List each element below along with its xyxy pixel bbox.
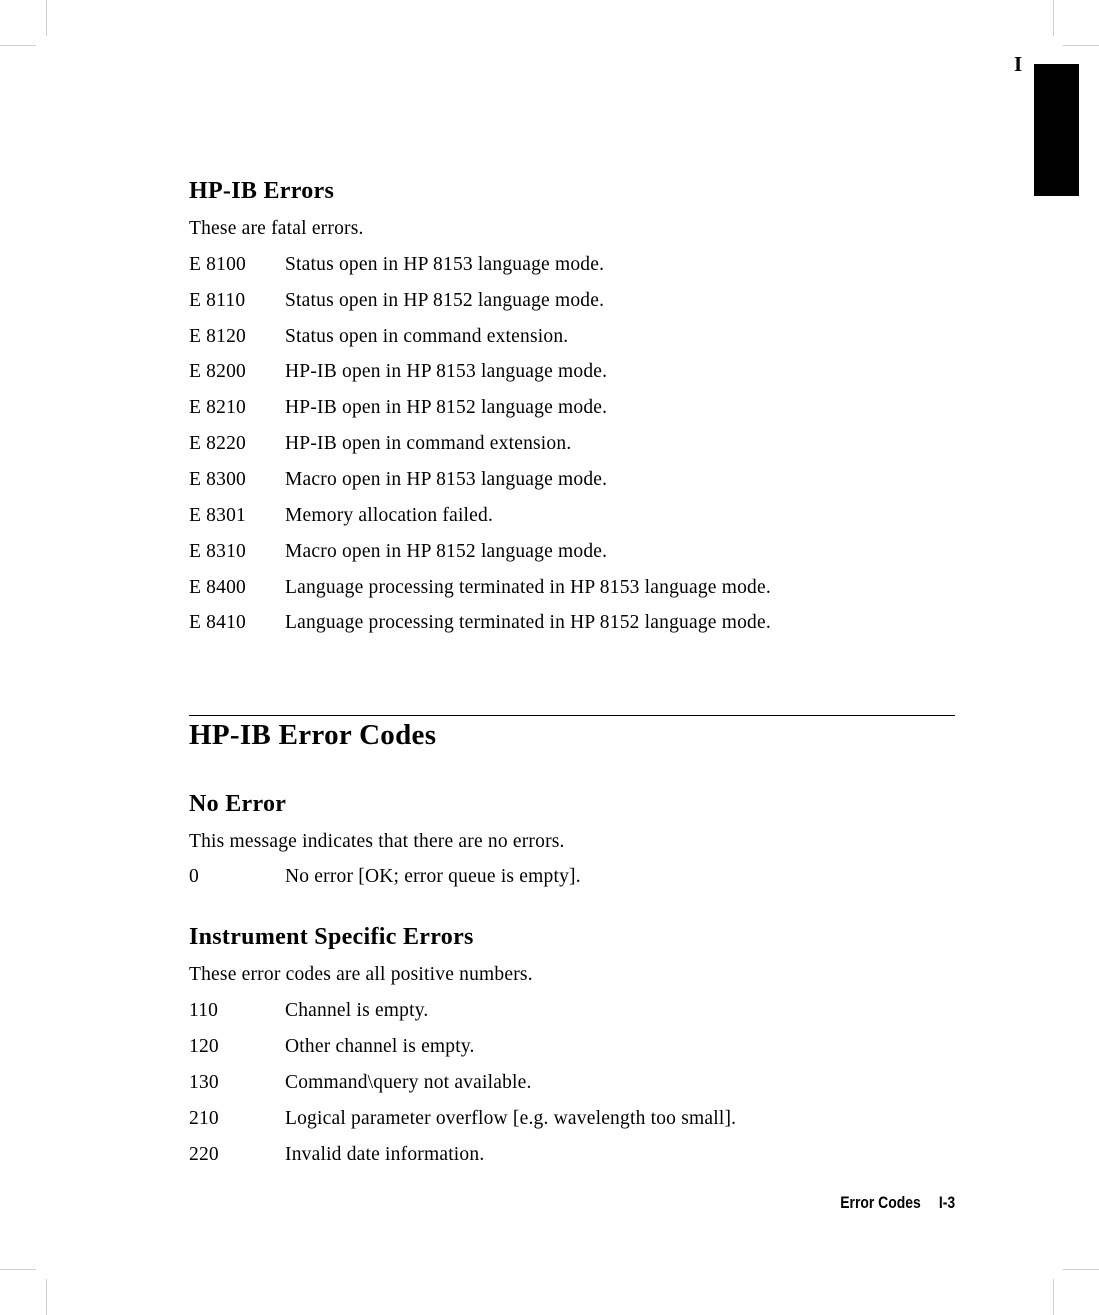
error-code: E 8300: [189, 469, 246, 490]
error-row: [189, 254, 955, 278]
section-intro: This message indicates that there are no errors.: [189, 831, 565, 852]
error-row: [189, 612, 955, 636]
footer-section-title: Error Codes: [840, 1193, 921, 1212]
error-row: [189, 397, 955, 421]
section-heading-hpib-errors: HP-IB Errors: [189, 178, 335, 204]
error-description: HP-IB open in command extension.: [285, 433, 572, 454]
error-row: [189, 866, 955, 890]
error-code: E 8210: [189, 397, 246, 418]
error-row: [189, 577, 955, 601]
error-code: E 8110: [189, 290, 246, 311]
error-description: Language processing terminated in HP 8153 language mode.: [285, 577, 771, 598]
error-code: E 8200: [189, 361, 246, 382]
error-description: Memory allocation failed.: [285, 505, 494, 526]
crop-mark: [1053, 1279, 1054, 1315]
error-description: No error [OK; error queue is empty].: [285, 866, 581, 887]
error-description: Macro open in HP 8152 language mode.: [285, 541, 608, 562]
crop-mark: [46, 0, 47, 36]
error-row: [189, 505, 955, 529]
error-description: Macro open in HP 8153 language mode.: [285, 469, 608, 490]
chapter-tab-letter: I: [1014, 52, 1023, 76]
error-description: HP-IB open in HP 8153 language mode.: [285, 361, 608, 382]
error-code: 120: [189, 1036, 219, 1057]
crop-mark: [1063, 1269, 1099, 1270]
error-code: E 8100: [189, 254, 246, 275]
page-footer: [840, 1193, 955, 1213]
error-code: 0: [189, 866, 199, 887]
error-description: Command\query not available.: [285, 1072, 532, 1093]
error-description: Language processing terminated in HP 8152 language mode.: [285, 612, 771, 633]
error-description: HP-IB open in HP 8152 language mode.: [285, 397, 608, 418]
error-row: [189, 290, 955, 314]
error-description: Status open in HP 8152 language mode.: [285, 290, 605, 311]
section-divider: [189, 715, 955, 716]
error-row: [189, 1036, 955, 1060]
error-code: E 8410: [189, 612, 246, 633]
section-intro: These error codes are all positive numbers.: [189, 964, 533, 985]
crop-mark: [46, 1279, 47, 1315]
error-code: 220: [189, 1144, 219, 1165]
error-description: Logical parameter overflow [e.g. wavelength too small].: [285, 1108, 737, 1129]
error-code: 210: [189, 1108, 219, 1129]
error-row: [189, 361, 955, 385]
error-row: [189, 1000, 955, 1024]
error-row: [189, 433, 955, 457]
crop-mark: [1053, 0, 1054, 36]
error-description: Invalid date information.: [285, 1144, 485, 1165]
error-code: E 8301: [189, 505, 246, 526]
crop-mark: [0, 45, 36, 46]
crop-mark: [1063, 45, 1099, 46]
error-row: [189, 1144, 955, 1168]
error-code: 110: [189, 1000, 219, 1021]
error-code: E 8400: [189, 577, 246, 598]
footer-page-number: I-3: [938, 1193, 955, 1212]
error-description: Status open in command extension.: [285, 326, 569, 347]
error-description: Other channel is empty.: [285, 1036, 475, 1057]
section-intro: These are fatal errors.: [189, 218, 364, 239]
error-row: [189, 469, 955, 493]
error-code: E 8220: [189, 433, 246, 454]
error-row: [189, 541, 955, 565]
error-row: [189, 1108, 955, 1132]
section-heading-no-error: No Error: [189, 791, 287, 817]
crop-mark: [0, 1269, 36, 1270]
error-code: E 8120: [189, 326, 246, 347]
section-heading-instrument-errors: Instrument Specific Errors: [189, 924, 474, 950]
page-title: HP-IB Error Codes: [189, 719, 437, 751]
chapter-tab-marker: [1034, 64, 1079, 196]
error-description: Status open in HP 8153 language mode.: [285, 254, 605, 275]
error-code: 130: [189, 1072, 219, 1093]
error-description: Channel is empty.: [285, 1000, 429, 1021]
error-row: [189, 326, 955, 350]
error-code: E 8310: [189, 541, 246, 562]
error-row: [189, 1072, 955, 1096]
